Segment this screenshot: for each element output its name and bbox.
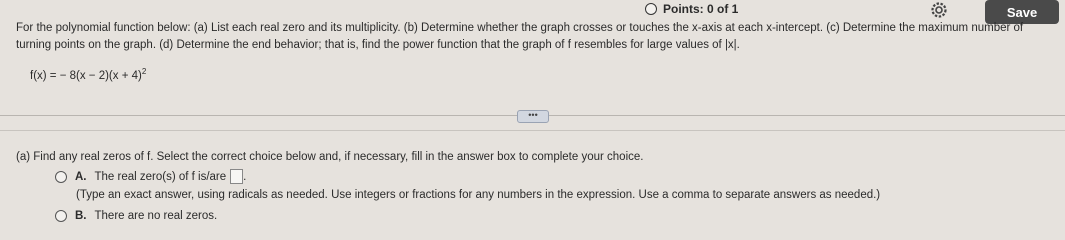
choice-b-radio[interactable] xyxy=(55,210,67,222)
top-bar xyxy=(0,0,1065,22)
choice-a-note: (Type an exact answer, using radicals as needed. Use integers or fractions for any numbers in the expression. Use a comma to separate answers as needed.) xyxy=(76,189,881,201)
expand-button[interactable]: ••• xyxy=(517,110,549,123)
choice-a-text: The real zero(s) of f is/are xyxy=(94,170,227,183)
points-label: Points: 0 of 1 xyxy=(663,2,739,16)
section-divider-lower xyxy=(0,130,1065,131)
choice-b[interactable] xyxy=(55,210,217,222)
save-button[interactable]: Save xyxy=(985,0,1059,24)
choice-a[interactable] xyxy=(55,169,246,184)
choice-a-radio[interactable] xyxy=(55,171,67,183)
function-exponent: 2 xyxy=(141,67,147,76)
points-status-icon xyxy=(645,3,657,15)
function-base: f(x) = − 8(x − 2)(x + 4) xyxy=(30,69,142,82)
choice-a-letter: A. xyxy=(75,170,87,183)
choice-b-text: There are no real zeros. xyxy=(94,210,218,222)
function-expression xyxy=(30,67,146,82)
points-indicator xyxy=(645,2,738,16)
gear-icon[interactable] xyxy=(930,1,948,19)
answer-input-box[interactable] xyxy=(230,169,243,184)
question-prompt: For the polynomial function below: (a) List each real zero and its multiplicity. (b) Determine whether the graph crosses or touches the x-axis at each x-intercept. (c) Determine the maximum number of turning points on the graph. (d) Determine the end behavior; that is, find the power function that the graph of f resembles for large values of |x|. xyxy=(16,22,1024,51)
part-a-instructions: (a) Find any real zeros of f. Select the correct choice below and, if necessary, fill in the answer box to complete your choice. xyxy=(16,151,644,163)
choice-b-letter: B. xyxy=(75,210,87,222)
choice-a-period: . xyxy=(243,170,247,183)
